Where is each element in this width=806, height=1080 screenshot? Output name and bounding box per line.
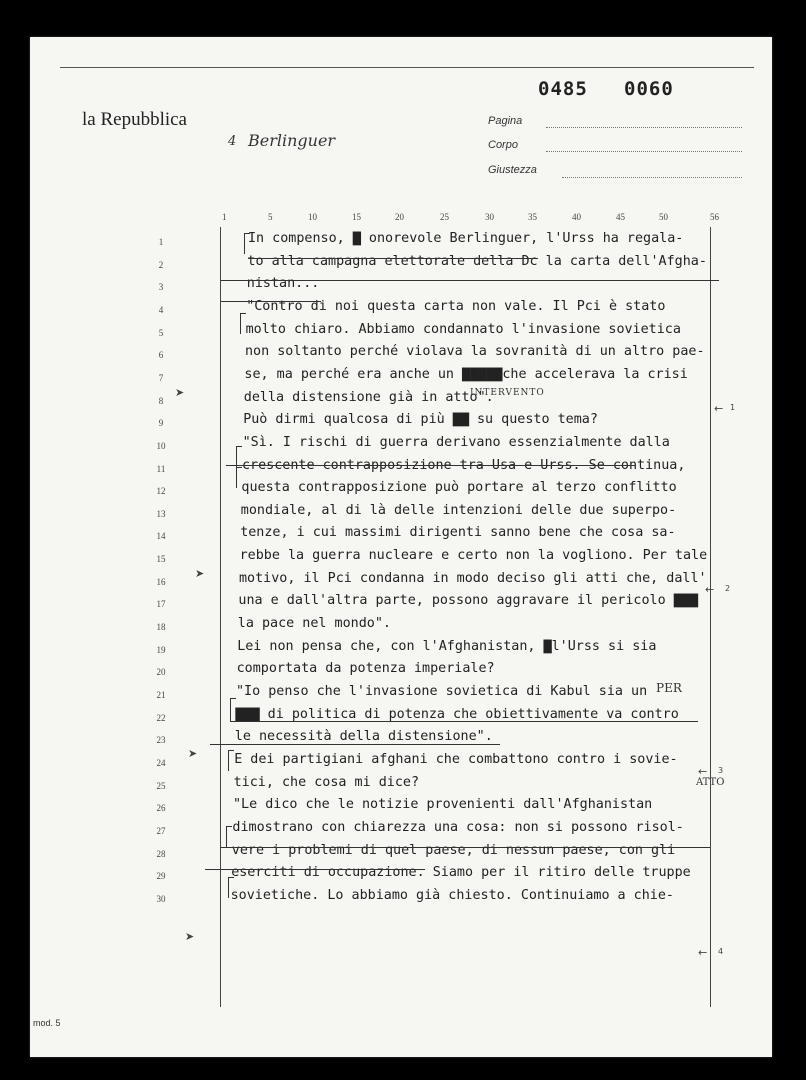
typed-line: tenze, i cui massimi dirigenti sanno bene che cosa sa- — [240, 525, 676, 541]
question-underline — [205, 869, 425, 870]
typed-line: tici, che cosa mi dice? — [233, 774, 420, 790]
ruler-tick: 40 — [572, 212, 581, 222]
typed-line: "Contro di noi questa carta non vale. Il Pci è stato — [246, 298, 666, 314]
right-margin-rule — [710, 227, 711, 1007]
ruler-tick: 45 — [616, 212, 625, 222]
meta-line-giustezza — [562, 177, 742, 178]
paragraph-bracket — [226, 826, 232, 847]
line-number: 16 — [156, 576, 166, 587]
typed-line: "Io penso che l'invasione sovietica di Kabul sia un — [236, 684, 648, 699]
typed-line: ▇▇▇ di politica di potenza che obiettivamente va contro — [235, 706, 679, 722]
typed-line: Può dirmi qualcosa di più ▇▇ su questo tema? — [243, 412, 598, 428]
left-margin-rule — [220, 227, 221, 1007]
question-underline — [230, 721, 698, 722]
paragraph-bracket — [228, 877, 234, 898]
left-arrow-mark: ➤ — [185, 930, 195, 943]
margin-mark-number: 3 — [718, 766, 724, 775]
paragraph-bracket — [236, 467, 242, 488]
handwritten-insert-per: PER — [656, 681, 682, 695]
margin-mark-number: 2 — [725, 584, 731, 593]
line-number: 9 — [158, 418, 164, 429]
ruler-tick: 25 — [440, 212, 449, 222]
margin-mark-number: 4 — [718, 947, 724, 956]
line-number: 10 — [156, 440, 166, 451]
right-arrow-mark: ← — [698, 765, 708, 778]
line-number: 12 — [156, 486, 166, 497]
typed-line: In compenso, ▇ onorevole Berlinguer, l'Urss ha regala- — [248, 231, 684, 246]
masthead: la Repubblica — [82, 109, 187, 130]
line-number: 29 — [156, 871, 166, 882]
paragraph-bracket — [244, 233, 250, 254]
question-underline — [248, 258, 538, 259]
right-arrow-mark: ← — [714, 402, 724, 415]
typed-line: la pace nel mondo". — [237, 616, 391, 632]
line-number: 13 — [156, 508, 166, 519]
question-underline — [210, 744, 500, 745]
typed-line: to alla campagna elettorale della Dc la carta dell'Afgha- — [247, 253, 707, 269]
left-arrow-mark: ➤ — [188, 747, 198, 760]
typed-line: crescente contrapposizione tra Usa e Urss. Se continua, — [242, 457, 686, 473]
line-number: 15 — [156, 554, 166, 565]
handwritten-note: Berlinguer — [248, 131, 336, 150]
left-arrow-mark: ➤ — [175, 386, 185, 399]
top-rule — [60, 67, 754, 68]
line-number: 26 — [156, 803, 166, 814]
typed-line: E dei partigiani afghani che combattono contro i sovie- — [234, 751, 678, 767]
typed-line: non soltanto perché violava la sovranità di un altro pae- — [245, 344, 705, 360]
typed-line: motivo, il Pci condanna in modo deciso gli atti che, dall' — [239, 570, 707, 586]
meta-label-pagina: Pagina — [488, 115, 523, 127]
ruler-tick: 20 — [395, 212, 404, 222]
ruler-tick: 5 — [268, 212, 273, 222]
line-number: 27 — [156, 825, 166, 836]
paragraph-bracket — [236, 446, 242, 467]
typed-line: mondiale, al di là delle intenzioni delle due superpo- — [240, 502, 677, 518]
typed-line: le necessità della distensione". — [234, 729, 493, 745]
line-number: 3 — [158, 282, 164, 293]
line-number: 2 — [158, 259, 164, 270]
ruler-tick: 56 — [710, 212, 719, 222]
typed-line: rebbe la guerra nucleare e certo non la vogliono. Per tale — [239, 548, 708, 564]
typescript-page — [30, 37, 772, 1057]
right-arrow-mark: ← — [698, 946, 708, 959]
typed-line: "Sì. I rischi di guerra derivano essenzialmente dalla — [242, 434, 670, 450]
line-number: 19 — [156, 644, 166, 655]
typed-line: dimostrano con chiarezza una cosa: non si possono risol- — [232, 819, 684, 835]
typed-line: vere i problemi di quel paese, di nessun paese, con gli — [231, 842, 676, 858]
paragraph-bracket — [228, 750, 234, 771]
line-number: 8 — [158, 395, 164, 406]
line-number: 20 — [156, 667, 166, 678]
question-underline — [226, 465, 636, 466]
typed-line: se, ma perché era anche un ▇▇▇▇▇che accelerava la crisi — [244, 366, 688, 382]
line-number: 7 — [158, 372, 164, 383]
line-number: 6 — [158, 350, 164, 361]
margin-mark-number: 1 — [730, 403, 736, 412]
line-number: 17 — [156, 599, 166, 610]
meta-line-corpo — [546, 151, 742, 152]
line-number: 18 — [156, 622, 166, 633]
doc-number-b: 0060 — [624, 78, 674, 100]
question-underline — [221, 280, 719, 281]
meta-label-giustezza: Giustezza — [488, 164, 537, 176]
ruler-tick: 35 — [528, 212, 537, 222]
line-number: 22 — [156, 712, 166, 723]
question-underline — [221, 301, 321, 302]
line-number: 25 — [156, 780, 166, 791]
typed-line: sovietiche. Lo abbiamo già chiesto. Continuiamo a chie- — [230, 887, 674, 903]
line-number: 23 — [156, 735, 166, 746]
typed-line: questa contrapposizione può portare al terzo conflitto — [241, 480, 677, 496]
typed-line: "Le dico che le notizie provenienti dall'Afghanistan — [233, 797, 653, 813]
line-number: 24 — [156, 757, 166, 768]
paragraph-bracket — [240, 313, 246, 334]
doc-number-a: 0485 — [538, 78, 588, 100]
page-number: 4 — [228, 134, 237, 149]
line-number: 28 — [156, 848, 166, 859]
meta-line-pagina — [546, 127, 742, 128]
handwritten-insert-atto: ATTO — [696, 777, 725, 788]
paragraph-bracket — [230, 698, 236, 721]
line-number: 5 — [158, 327, 164, 338]
question-underline — [220, 847, 710, 848]
line-number: 11 — [156, 463, 166, 474]
meta-label-corpo: Corpo — [488, 139, 518, 151]
line-number: 14 — [156, 531, 166, 542]
handwritten-insert-intervento: INTERVENTO — [470, 388, 545, 398]
typed-line: molto chiaro. Abbiamo condannato l'invasione sovietica — [245, 321, 681, 337]
line-number: 21 — [156, 690, 166, 700]
left-arrow-mark: ➤ — [195, 567, 205, 580]
typed-line: una e dall'altra parte, possono aggravare il pericolo ▇▇▇ — [238, 593, 698, 609]
ruler-tick: 15 — [352, 212, 361, 222]
line-number: 30 — [156, 893, 166, 904]
typed-line: nistan... — [246, 276, 320, 292]
mod-label: mod. 5 — [33, 1018, 61, 1028]
ruler-tick: 10 — [308, 212, 317, 222]
ruler-tick: 1 — [222, 212, 227, 222]
line-number: 4 — [158, 304, 164, 315]
line-number: 1 — [158, 237, 164, 247]
typed-line: comportata da potenza imperiale? — [236, 661, 495, 677]
typed-line: eserciti di occupazione. Siamo per il ritiro delle truppe — [231, 865, 691, 881]
right-arrow-mark: ← — [705, 583, 715, 596]
ruler-tick: 30 — [485, 212, 494, 222]
typed-line: Lei non pensa che, con l'Afghanistan, ▇l'Urss si sia — [237, 638, 657, 654]
typed-line: della distensione già in atto". — [243, 389, 494, 405]
ruler-tick: 50 — [659, 212, 668, 222]
